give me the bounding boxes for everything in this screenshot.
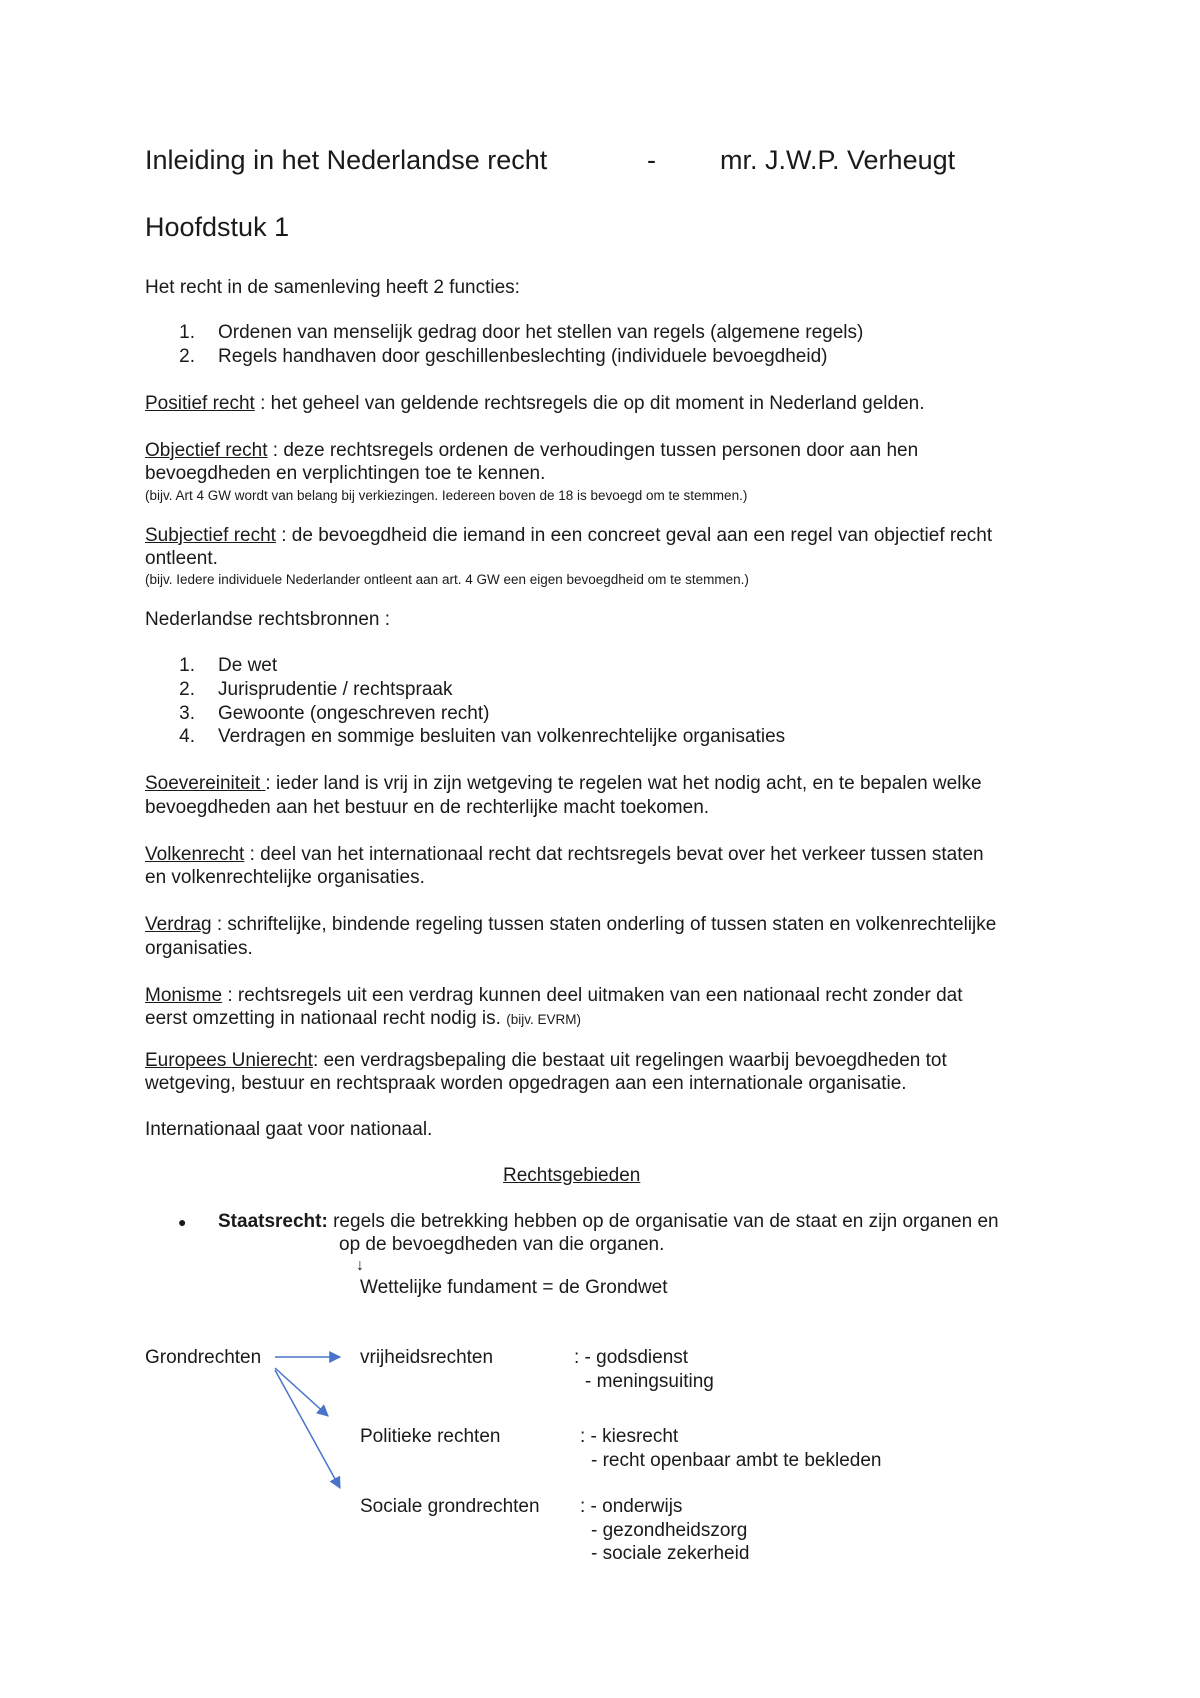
definition-text: : deel van het internationaal recht dat rechtsregels bevat over het verkeer tussen staten — [244, 844, 984, 865]
group-item: - sociale zekerheid — [591, 1543, 750, 1564]
fundament-text: Wettelijke fundament = de Grondwet — [360, 1277, 668, 1298]
definition-text: : het geheel van geldende rechtsregels die op dit moment in Nederland gelden. — [254, 393, 925, 414]
term-europees-unierecht: Europees Unierecht — [145, 1050, 313, 1071]
course-title: Inleiding in het Nederlandse recht — [145, 145, 548, 175]
group-item: - meningsuiting — [585, 1371, 714, 1392]
author-name: mr. J.W.P. Verheugt — [720, 145, 956, 175]
title-separator: - — [647, 145, 656, 175]
list-text: Ordenen van menselijk gedrag door het stellen van regels (algemene regels) — [218, 322, 864, 343]
example-note: (bijv. EVRM) — [506, 1012, 581, 1027]
down-arrow-icon: ↓ — [356, 1257, 364, 1274]
definition-text: : een verdragsbepaling die bestaat uit regelingen waarbij bevoegdheden tot — [312, 1050, 947, 1071]
arrow-to-politieke-rechten — [275, 1368, 328, 1416]
definition-text-cont: organisaties. — [145, 938, 253, 959]
list-number: 4. — [179, 726, 195, 747]
bronnen-heading: Nederlandse rechtsbronnen : — [145, 609, 391, 630]
list-text: Jurisprudentie / rechtspraak — [218, 679, 453, 700]
group-item: - recht openbaar ambt te bekleden — [591, 1450, 882, 1471]
group-name: Sociale grondrechten — [360, 1496, 540, 1517]
definition-text-cont: bevoegdheden aan het bestuur en de rechterlijke macht toekomen. — [145, 797, 710, 818]
term-volkenrecht: Volkenrecht — [145, 844, 245, 865]
definition-text: : schriftelijke, bindende regeling tussen staten onderling of tussen staten en volkenrechtelijke — [211, 914, 997, 935]
list-number: 1. — [179, 655, 195, 676]
bullet-icon: ● — [178, 1214, 187, 1230]
group-item: : - onderwijs — [580, 1496, 683, 1517]
list-text: Regels handhaven door geschillenbeslechting (individuele bevoegdheid) — [218, 346, 828, 367]
definition-text: eerst omzetting in nationaal recht nodig is. — [145, 1008, 507, 1029]
term-subjectief-recht: Subjectief recht — [145, 525, 276, 546]
list-number: 3. — [179, 703, 195, 724]
list-text: Gewoonte (ongeschreven recht) — [218, 703, 490, 724]
definition-text: : deze rechtsregels ordenen de verhoudingen tussen personen door aan hen — [267, 440, 919, 461]
list-number: 2. — [179, 346, 195, 367]
chapter-title: Hoofdstuk 1 — [145, 212, 290, 242]
group-item: - gezondheidszorg — [591, 1520, 748, 1541]
list-number: 1. — [179, 322, 195, 343]
term-positief-recht: Positief recht — [145, 393, 255, 414]
intro-text: Het recht in de samenleving heeft 2 functies: — [145, 277, 520, 298]
definition-text: : ieder land is vrij in zijn wetgeving te regelen wat het nodig acht, en te bepalen welke — [265, 773, 982, 794]
definition-text-cont: en volkenrechtelijke organisaties. — [145, 867, 425, 888]
definition-text: : rechtsregels uit een verdrag kunnen deel uitmaken van een nationaal recht zonder dat — [222, 985, 963, 1006]
grondrechten-label: Grondrechten — [145, 1347, 262, 1368]
definition-text: regels die betrekking hebben op de organisatie van de staat en zijn organen en — [327, 1211, 999, 1232]
definition-text-cont: op de bevoegdheden van die organen. — [339, 1234, 665, 1255]
group-item: : - godsdienst — [574, 1347, 689, 1368]
internationaal-statement: Internationaal gaat voor nationaal. — [145, 1119, 433, 1140]
list-text: Verdragen en sommige besluiten van volkenrechtelijke organisaties — [218, 726, 786, 747]
example-note: (bijv. Art 4 GW wordt van belang bij verkiezingen. Iedereen boven de 18 is bevoegd om te stemmen.) — [145, 488, 748, 503]
group-item: : - kiesrecht — [580, 1426, 679, 1447]
term-objectief-recht: Objectief recht — [145, 440, 268, 461]
group-name: vrijheidsrechten — [360, 1347, 494, 1368]
term-staatsrecht: Staatsrecht: — [218, 1211, 328, 1232]
definition-text: : de bevoegdheid die iemand in een concreet geval aan een regel van objectief recht — [275, 525, 993, 546]
definition-text-cont: wetgeving, bestuur en rechtspraak worden opgedragen aan een internationale organisatie. — [145, 1073, 907, 1094]
arrow-to-sociale-grondrechten — [275, 1370, 340, 1488]
definition-text-cont: bevoegdheden en verplichtingen toe te kennen. — [145, 463, 546, 484]
term-soevereiniteit: Soevereiniteit — [145, 773, 266, 794]
rechtsgebieden-heading: Rechtsgebieden — [503, 1165, 641, 1186]
definition-text-cont: ontleent. — [145, 548, 218, 569]
term-verdrag: Verdrag — [145, 914, 212, 935]
list-number: 2. — [179, 679, 195, 700]
list-text: De wet — [218, 655, 278, 676]
example-note: (bijv. Iedere individuele Nederlander ontleent aan art. 4 GW een eigen bevoegdheid om te stemmen.) — [145, 572, 749, 587]
group-name: Politieke rechten — [360, 1426, 501, 1447]
term-monisme: Monisme — [145, 985, 223, 1006]
